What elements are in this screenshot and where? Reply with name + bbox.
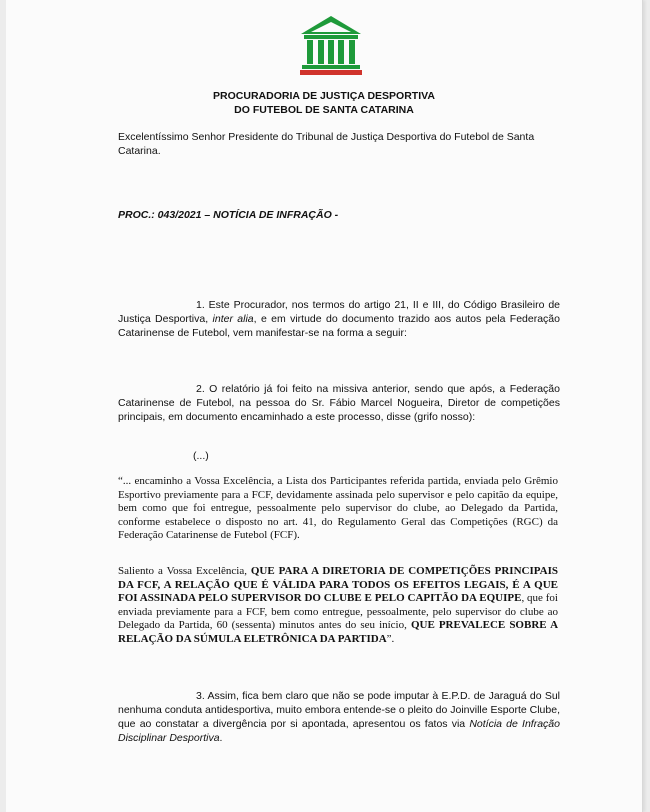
- quote-2-bold-1: QUE PARA A DIRETORIA DE COMPETIÇÕES PRINCIPAIS DA FCF, A RELAÇÃO QUE É VÁLIDA PARA TODOS OS EFEITOS LEGAIS, É A QUE FOI ASSINADA PELO SUPERVISOR DO CLUBE E PELO CAPITÃO DA EQUIPE: [118, 565, 558, 605]
- header-line-2: DO FUTEBOL DE SANTA CATARINA: [234, 104, 414, 116]
- quote-2-bold-2: QUE PREVALECE SOBRE A RELAÇÃO DA SÚMULA ELETRÔNICA DA PARTIDA: [118, 619, 559, 645]
- document-header: [6, 89, 642, 117]
- paragraph-3-italic: Notícia de Infração Disciplinar Desportiva: [118, 718, 560, 744]
- quote-2: [118, 565, 558, 647]
- header-line-1: PROCURADORIA DE JUSTIÇA DESPORTIVA: [213, 90, 435, 102]
- paragraph-1: [118, 298, 560, 340]
- ellipsis: (...): [193, 450, 209, 462]
- paragraph-2: [118, 382, 560, 424]
- paragraph-2-text: 2. O relatório já foi feito na missiva anterior, sendo que após, a Federação Catarinense de Futebol, na pessoa do Sr. Fábio Marcel Nogueira, Diretor de competições principais, em documento encaminhado a este processo, disse (grifo nosso):: [118, 383, 560, 423]
- paragraph-1-italic: inter alia: [212, 313, 254, 325]
- paragraph-1-text-c: , e em virtude do documento trazido aos autos pela Federação Catarinense de Futebol, vem manifestar-se na forma a seguir:: [118, 313, 560, 339]
- document-page: [6, 0, 643, 812]
- salutation: Excelentíssimo Senhor Presidente do Tribunal de Justiça Desportiva do Futebol de Santa Catarina.: [118, 131, 535, 157]
- quote-1: “... encaminho a Vossa Excelência, a Lista dos Participantes referida partida, enviada pelo Grêmio Esportivo previamente para a FCF, devidamente assinada pelo supervisor e pelo capitão da equipe, bem como que foi entregue, pessoalmente pelo supervisor do clube, ao Delegado da Partida, conforme estabelece o disposto no art. 41, do Regulamento Geral das Competições (RGC) da Federação Catarinense de Futebol (FCF).: [118, 475, 558, 542]
- quote-2-text-c: , que foi enviada previamente para a FCF, bem como entregue, pessoalmente, pelo supervisor do clube ao Delegado da Partida, 60 (sessenta) minutos antes do seu início,: [118, 592, 558, 632]
- paragraph-3-text-c: .: [219, 732, 223, 744]
- courthouse-logo-icon: [299, 15, 363, 76]
- paragraph-3: [118, 689, 560, 745]
- quote-2-text-e: ”.: [386, 632, 395, 645]
- paragraph-1-text-a: 1. Este Procurador, nos termos do artigo 21, II e III, do Código Brasileiro de Justiça Desportiva,: [118, 299, 560, 325]
- paragraph-3-text-a: 3. Assim, fica bem claro que não se pode imputar à E.P.D. de Jaraguá do Sul nenhuma conduta antidesportiva, muito embora entende-se o pleito do Joinville Esporte Clube, que ao constatar a divergência por si apontada, apresentou os fatos via: [118, 690, 560, 730]
- process-title: PROC.: 043/2021 – NOTÍCIA DE INFRAÇÃO -: [118, 209, 339, 221]
- quote-2-text-a: Saliento a Vossa Excelência,: [118, 565, 251, 577]
